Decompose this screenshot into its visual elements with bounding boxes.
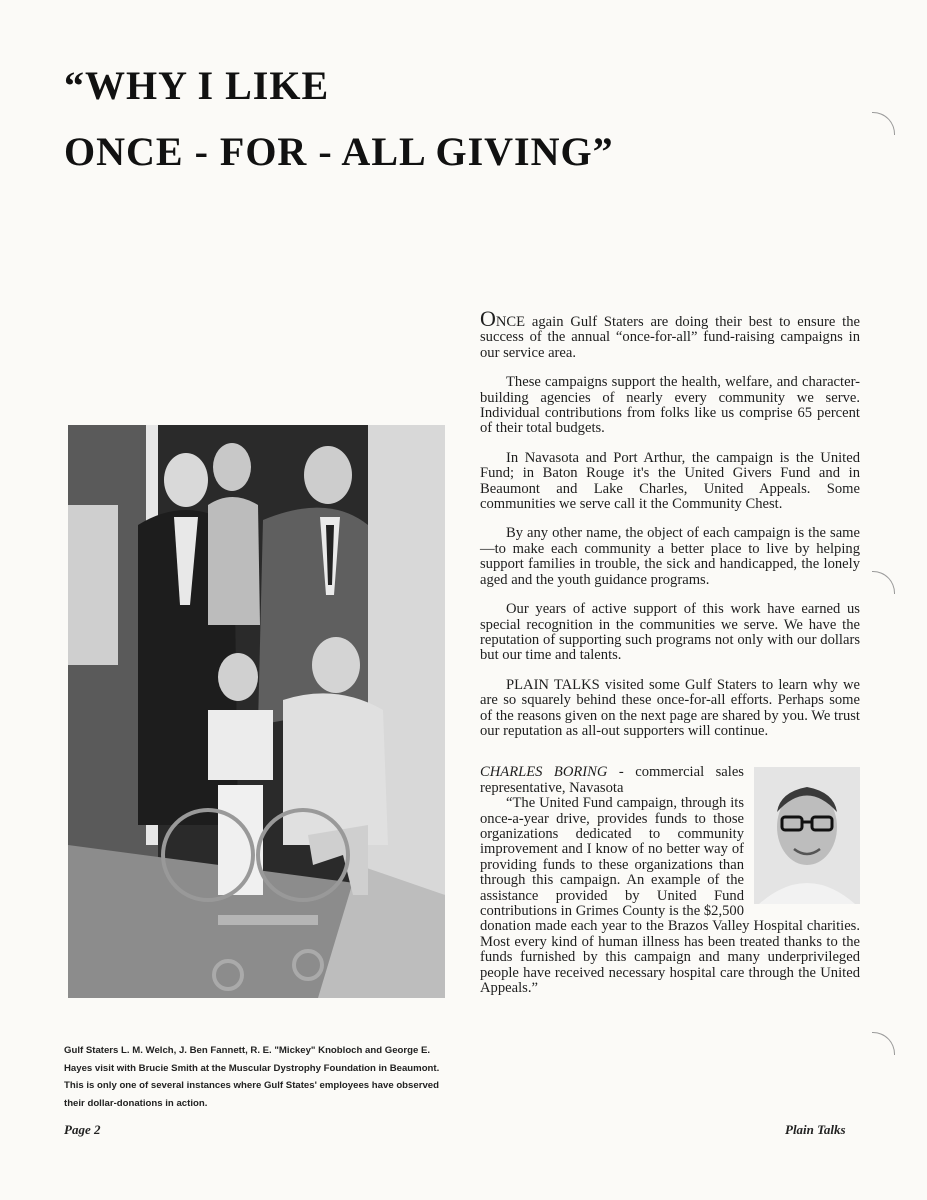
article-paragraph: Our years of active support of this work have earned us special recognition in the communities we serve. We have the reputation of supporting such programs not only with our dollars but our time and talents. [480,601,860,664]
article-paragraph: In Navasota and Port Arthur, the campaign is the United Fund; in Baton Rouge it's the United Givers Fund and in Beaumont and Lake Charles, United Appeals. Some communities we serve call it the Community Chest. [480,449,860,513]
headline-line-2: ONCE - FOR - ALL GIVING” [64,129,614,174]
employee-quote [480,765,860,996]
article-intro-text: NCE again Gulf Staters are doing their best to ensure the success of the annual “once-for-all” fund-raising campaigns in our service area. [480,314,860,361]
group-photo-illustration [68,425,445,998]
publication-name: Plain Talks [785,1122,846,1137]
article-paragraph: By any other name, the object of each campaign is the same—to make each community a better place to live by helping support families in trouble, the sick and handicapped, the lonely aged and the youth guidance programs. [480,525,860,588]
quote-person-title: - commercial sales representative, Navasota [480,764,744,796]
headline-line-1: “WHY I LIKE [64,63,330,108]
punch-hole-middle [872,571,895,594]
article-body [480,306,860,997]
portrait-photo [754,767,860,904]
punch-hole-bottom [872,1032,895,1055]
group-photo [68,425,445,998]
quote-person-name: CHARLES BORING [480,764,608,781]
article-paragraph: These campaigns support the health, welfare, and character-building agencies of nearly every community we serve. Individual contributions from folks like us comprise 65 percent of their total budgets. [480,374,860,437]
punch-hole-top [872,112,895,135]
page-number: Page 2 [64,1122,101,1137]
portrait-illustration [754,767,860,904]
article-paragraph: PLAIN TALKS visited some Gulf Staters to learn why we are so squarely behind these once-for-all efforts. Perhaps some of the reasons given on the next page are shared by you. We trust our reputation as all-out supporters will continue. [480,676,860,739]
quote-text: “The United Fund campaign, through its once-a-year drive, provides funds to those organizations dedicated to community improvement and I know of no better way of providing funds to these organizations than through this campaign. An example of the assistance provided by United Fund contributions in Grimes County is the $2,500 donation made each year to the Brazos Valley Hospital charities. Most every kind of human illness has been treated thanks to the funds furnished by this campaign and many underprivileged people have received necessary hospital care through the United Appeals.” [480,795,860,997]
article-dropcap: O [480,306,496,331]
article-intro [480,306,860,361]
photo-caption: Gulf Staters L. M. Welch, J. Ben Fannett, R. E. "Mickey" Knobloch and George E. Hayes visit with Brucie Smith at the Muscular Dystrophy Foundation in Beaumont. This is only one of several instances where Gulf States' employees have observed their dollar-donations in action. [64,1045,440,1109]
